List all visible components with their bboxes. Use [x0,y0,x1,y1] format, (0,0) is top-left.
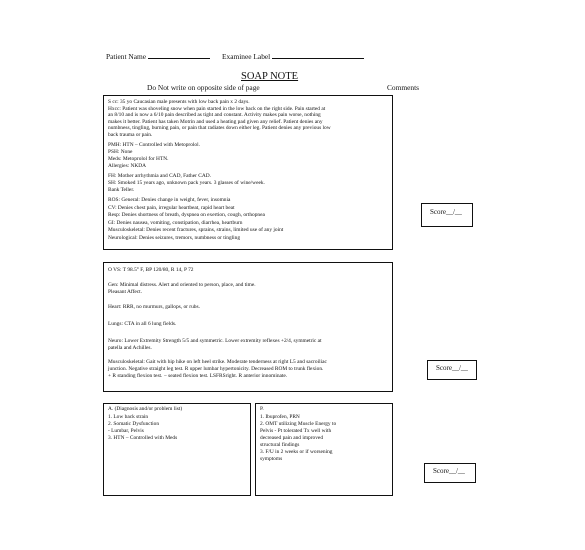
objective-msk-2: junction. Negative straight leg test. R upper lumbar hypertonicity. Decreased ROM to trunk flexion. [108,366,324,372]
examinee-label-line [222,51,364,61]
page-title: SOAP NOTE [241,71,299,82]
subjective-line: FH: Mother arrhythmia and CAD, Father CAD. [108,173,212,179]
examinee-field[interactable] [272,51,364,59]
subjective-line: Hxcc: Patient was shoveling snow when pain started in the low back on the right side. Pain started at [108,105,326,112]
subjective-line: ROS: General: Denies change in weight, fever, insomnia [108,197,231,203]
subjective-line: PSH: None [108,149,133,155]
objective-lungs: Lungs: CTA in all 6 lung fields. [108,321,177,327]
patient-name-line [106,51,210,61]
plan-score-box[interactable] [424,463,476,483]
plan-section [255,403,393,496]
objective-gen: Gen: Minimal distress. Alert and oriented to person, place, and time. [108,282,256,288]
plan-item: symptoms [260,456,283,462]
assessment-heading: A. (Diagnosis and/or problem list) [108,406,183,412]
subjective-line: Neurological: Denies seizures, tremors, numbness or tingling [108,234,241,241]
subjective-line: Resp: Denies shortness of breath, dyspnea on exertion, cough, orthopnea [108,212,265,218]
subjective-line: Bank Teller. [108,187,135,193]
subjective-score-box[interactable] [421,203,473,227]
subjective-line: SH: Smoked 15 years ago, unknown pack years. 3 glasses of wine/week. [108,180,265,186]
plan-item: 1. Ibuprofen, PRN [260,414,300,420]
objective-vitals: O VS: T 98.5° F, BP 120/80, R 14, P 72 [108,267,194,273]
subjective-line: GI: Denies nausea, vomiting, constipation, diarrhea, heartburn [108,219,243,226]
assessment-item: 3. HTN – Controlled with Meds [108,435,178,441]
plan-item: 3. F/U in 2 weeks or if worsening [260,449,333,455]
patient-name-field[interactable] [148,51,210,59]
examinee-label: Examinee Label [222,52,271,61]
subjective-line: makes it better. Patient has taken Motrin and used a heating pad given any relief. Patient denies any [108,118,323,125]
subjective-line: PMH: HTN – Controlled with Metoprolol. [108,142,200,148]
subjective-line: numbness, tingling, burning pain, or pain that radiates down either leg. Patient denies any previous low [108,125,331,131]
assessment-item: - Lumbar, Pelvis [108,428,144,434]
page-subtitle: Do Not write on opposite side of page [147,83,260,92]
subjective-line: Allergies: NKDA [108,163,147,169]
patient-name-label: Patient Name [106,52,147,61]
plan-heading: P. [260,406,264,412]
plan-item: structural findings [260,442,300,448]
subjective-section [103,95,393,250]
subjective-line: CV: Denies chest pain, irregular heartbeat, rapid heart beat [108,204,235,211]
objective-msk-1: Musculoskeletal: Gait with hip hike on left heel strike. Moderate tenderness at right L5 and sacroiliac [108,359,327,365]
objective-score-label: Score__/__ [436,364,468,372]
plan-score-label: Score__/__ [433,467,465,475]
plan-item: 2. OMT utilizing Muscle Energy to [260,421,337,427]
objective-section [103,262,393,392]
objective-score-box[interactable] [427,360,477,380]
subjective-line: Meds: Metoprolol for HTN. [108,156,169,162]
subjective-score-label: Score__/__ [430,208,462,216]
objective-heart: Heart: RRR, no murmurs, gallops, or rubs. [108,304,200,310]
objective-gen-2: Pleasant Affect. [108,289,143,295]
plan-item: decreased pain and improved [260,435,324,441]
subjective-line: an 8/10 and is now a 6/10 pain described as tight and constant. Activity makes pain worse, nothing [108,112,321,118]
objective-neuro-1: Neuro: Lower Extremity Strength 5/5 and symmetric. Lower extremity reflexes +2/4, symmetric at [108,338,322,344]
comments-label: Comments [387,83,420,92]
subjective-line: Musculoskeletal: Denies recent fractures, sprains, strains, limited use of any joint [108,227,284,233]
assessment-section [103,403,251,496]
assessment-item: 1. Low back strain [108,414,149,420]
objective-neuro-2: patella and Achilles. [108,345,152,351]
subjective-line: S cc: 35 yo Caucasian male presents with low back pain x 2 days. [108,99,250,105]
subjective-line: back trauma or pain. [108,131,153,138]
plan-item: Pelvis - Pt tolerated Tx well with [260,428,332,434]
assessment-item: 2. Somatic Dysfunction [108,421,160,427]
objective-msk-3: + R standing flexion test. − seated flexion test. LSFRSright. R anterior innominate. [108,373,288,379]
